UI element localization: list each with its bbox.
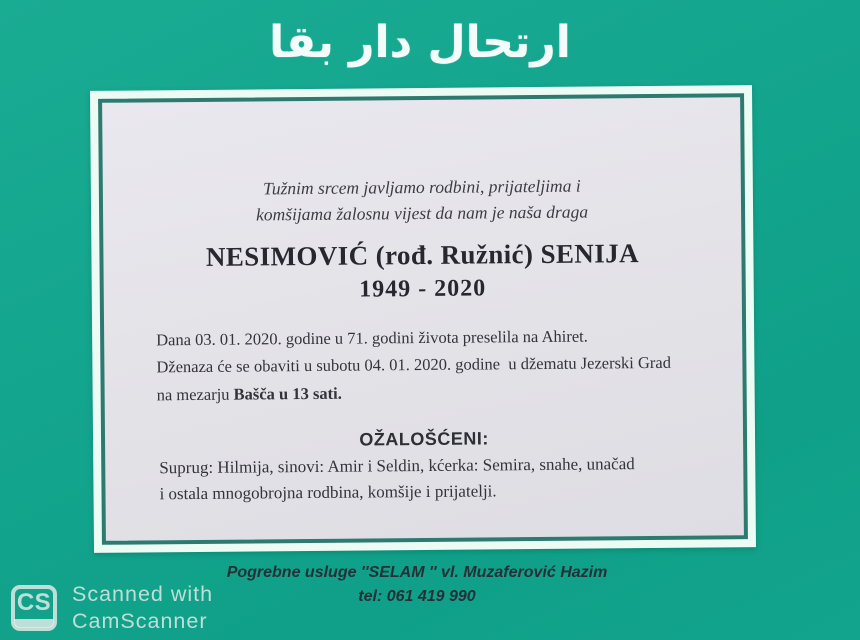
funeral-details bbox=[104, 321, 743, 409]
camscanner-logo-bar bbox=[14, 619, 54, 628]
funeral-services-provider: Pogrebne usluge ''SELAM '' vl. Muzaferović Hazim bbox=[226, 564, 608, 581]
intro-line-1: Tužnim srcem javljamo rodbini, prijateljima i bbox=[262, 175, 581, 199]
funeral-details-line-3-bold: Bašča u 13 sati. bbox=[233, 383, 342, 404]
arabic-calligraphy-header: ارتحال دار بقا bbox=[269, 17, 571, 68]
obituary-card-paper bbox=[98, 93, 748, 545]
mourners-line-2: i ostala mnogobrojna rodbina, komšije i prijatelji. bbox=[159, 481, 497, 503]
funeral-details-line-3 bbox=[157, 376, 735, 409]
funeral-details-line-1: Dana 03. 01. 2020. godine u 71. godini života preselila na Ahiret. bbox=[156, 326, 588, 349]
funeral-details-line-2: Dženaza će se obaviti u subotu 04. 01. 2020. godine u džematu Jezerski Grad bbox=[156, 352, 672, 377]
obituary-card bbox=[90, 85, 756, 553]
watermark-line-2: CamScanner bbox=[72, 609, 208, 633]
mourners-line-1: Suprug: Hilmija, sinovi: Amir i Seldin, kćerka: Semira, snahe, unačad bbox=[159, 454, 635, 478]
intro-text bbox=[103, 171, 741, 229]
deceased-name: NESIMOVIĆ (rođ. Ružnić) SENIJA bbox=[205, 237, 640, 272]
life-years: 1949 - 2020 bbox=[359, 274, 487, 303]
watermark-text bbox=[72, 581, 213, 635]
camscanner-watermark bbox=[11, 581, 213, 635]
camscanner-logo-text: CS bbox=[16, 589, 52, 616]
watermark-line-1: Scanned with bbox=[72, 582, 214, 606]
mourners-list bbox=[105, 450, 743, 507]
intro-line-2: komšijama žalosnu vijest da nam je naša draga bbox=[255, 201, 589, 225]
camscanner-logo-icon bbox=[11, 585, 57, 631]
mourners-heading: OŽALOŠĆENI: bbox=[359, 428, 489, 450]
funeral-services-phone: tel: 061 419 990 bbox=[358, 588, 476, 605]
funeral-details-line-3-regular: na mezarju bbox=[156, 384, 234, 404]
